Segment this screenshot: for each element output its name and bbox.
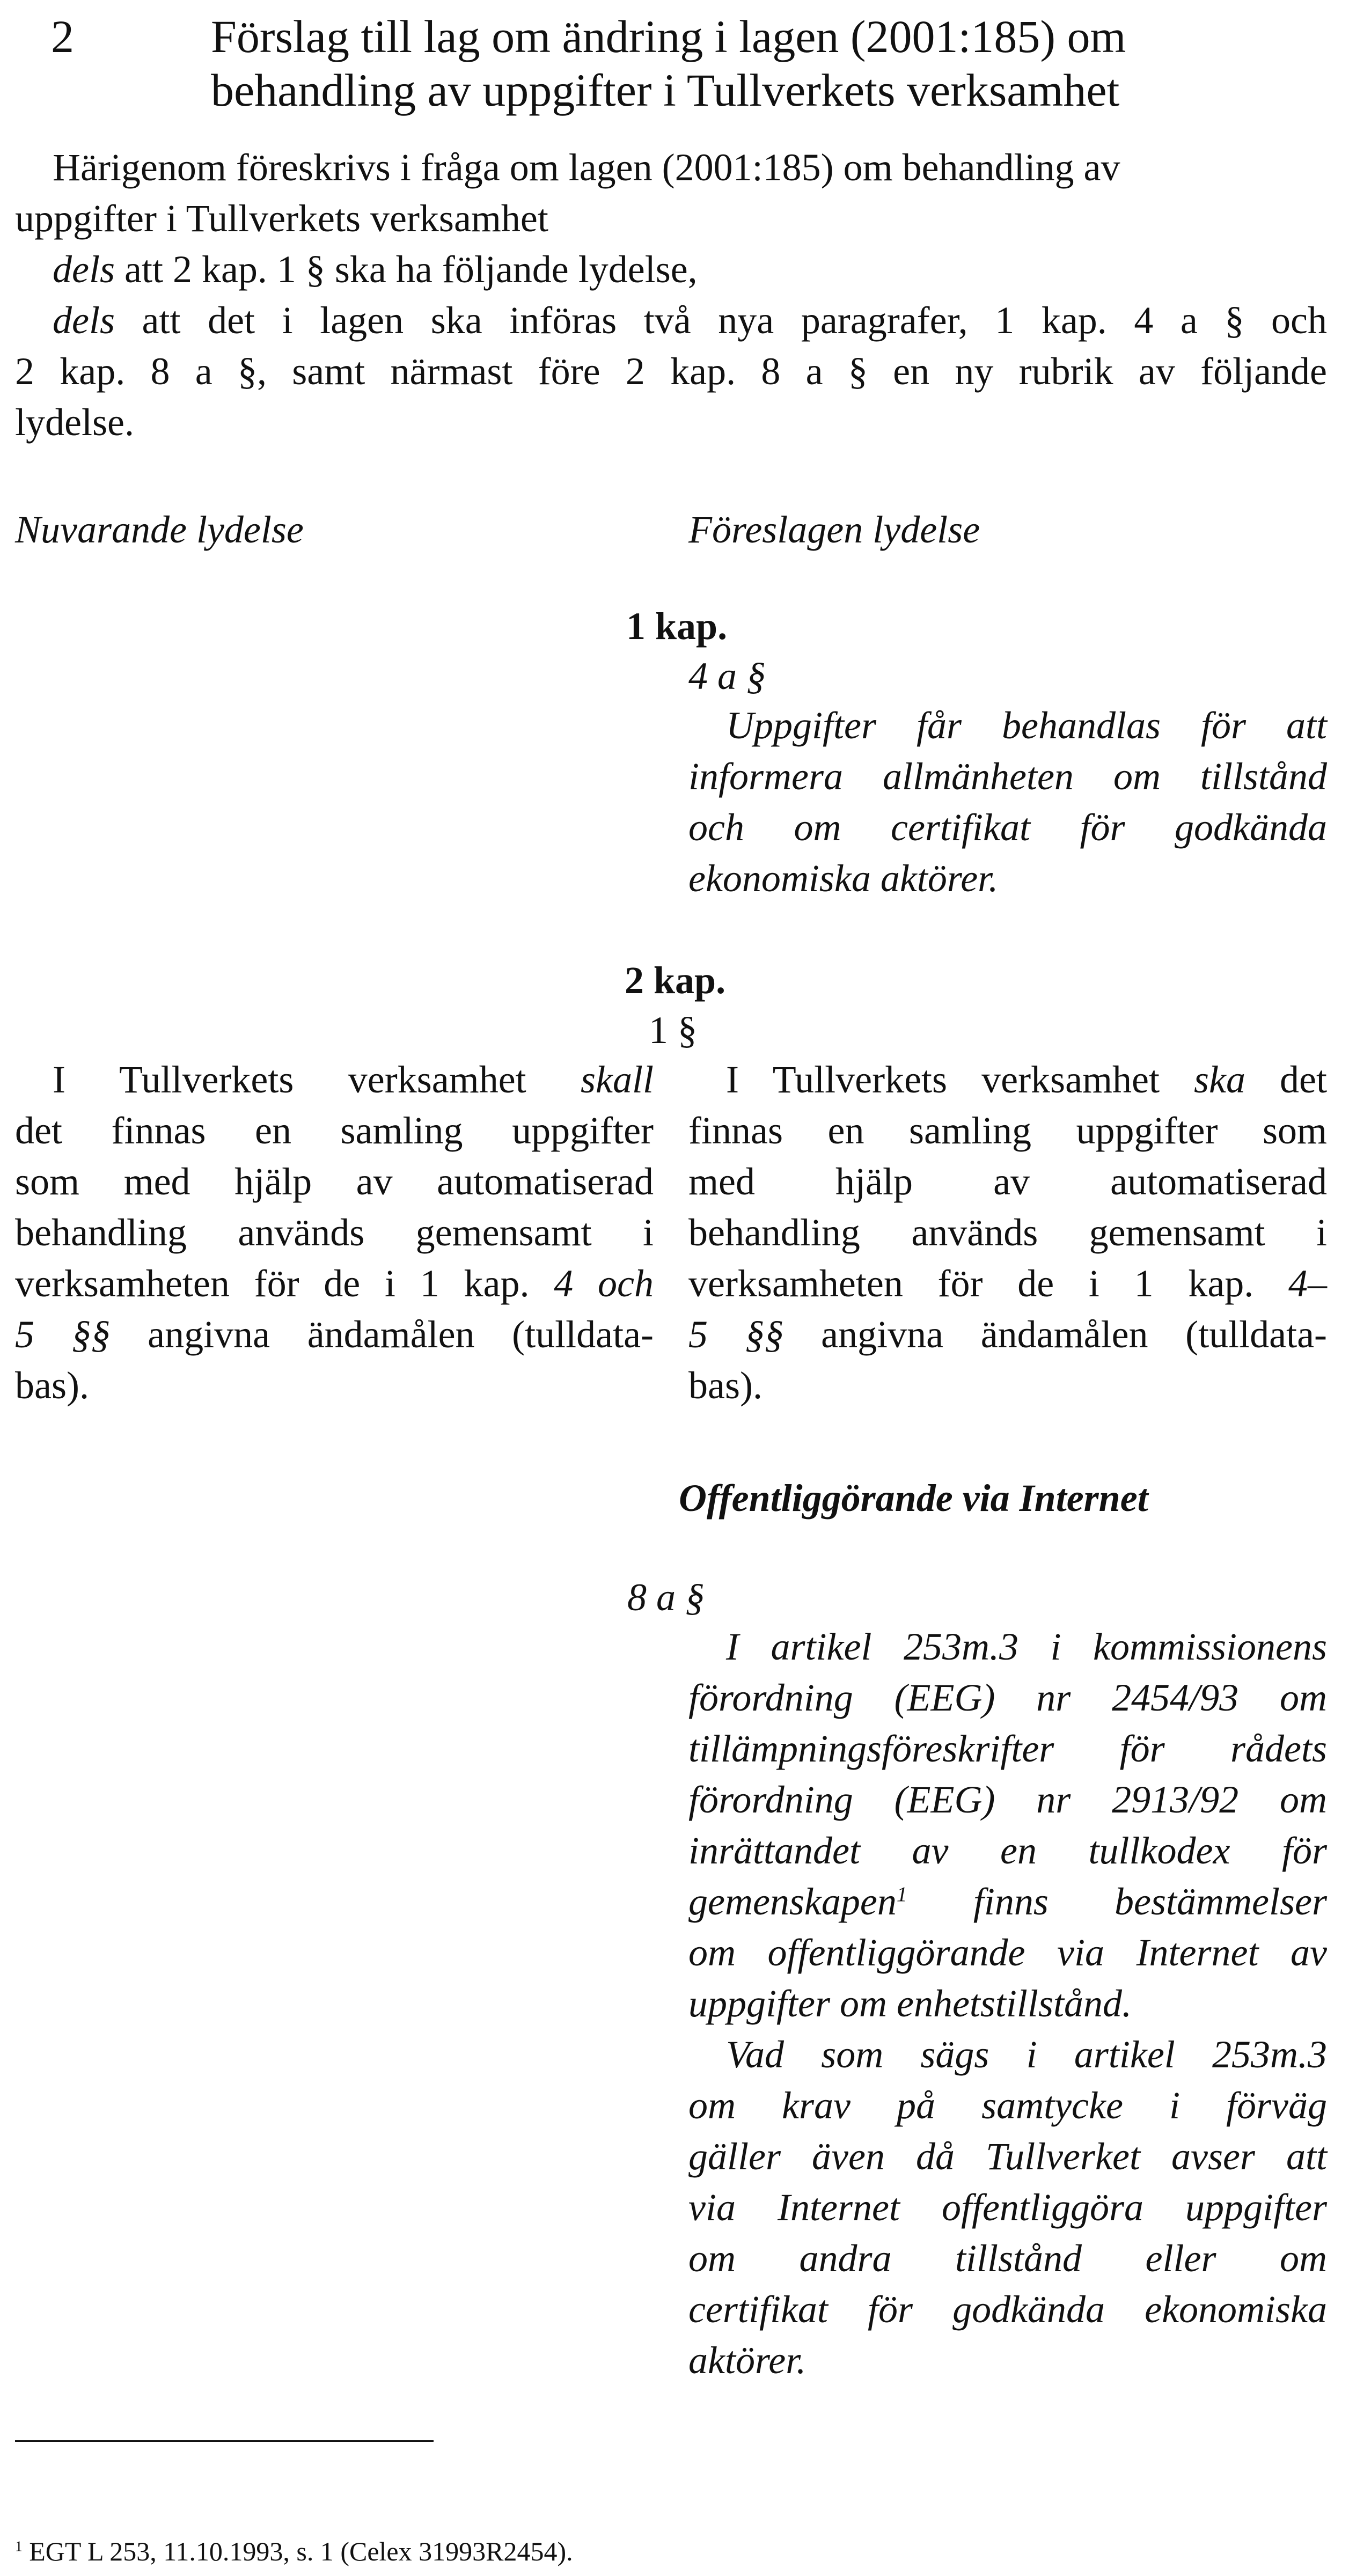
chapter-2-heading: 2 kap. bbox=[625, 959, 726, 1002]
text-line: förordning (EEG) nr 2913/92 om bbox=[688, 1778, 1327, 1821]
footnote-mark: 1 bbox=[15, 2537, 23, 2555]
new-rubric-heading: Offentliggörande via Internet bbox=[679, 1477, 1148, 1520]
paragraph-8a-label: 8 a § bbox=[627, 1576, 705, 1619]
text-line: inrättandet av en tullkodex för bbox=[688, 1829, 1327, 1872]
text-line: 5 §§ angivna ändamålen (tulldata- bbox=[15, 1313, 654, 1356]
text-line: om offentliggörande via Internet av bbox=[688, 1931, 1327, 1974]
text-line: verksamheten för de i 1 kap. 4 och bbox=[15, 1262, 654, 1305]
text-line: om andra tillstånd eller om bbox=[688, 2237, 1327, 2280]
text-line: I Tullverkets verksamhet ska det bbox=[726, 1058, 1327, 1101]
dels-word: dels bbox=[53, 299, 115, 342]
chapter-1-paragraph-text bbox=[688, 700, 1327, 904]
text-line: bas). bbox=[15, 1364, 89, 1407]
text-line: om krav på samtycke i förväg bbox=[688, 2084, 1327, 2127]
text-line: 5 §§ angivna ändamålen (tulldata- bbox=[688, 1313, 1327, 1356]
text-line: som med hjälp av automatiserad bbox=[15, 1160, 654, 1203]
text-line: och om certifikat för godkända bbox=[688, 806, 1327, 849]
text-line: uppgifter om enhetstillstånd. bbox=[688, 1982, 1132, 2025]
text-line: förordning (EEG) nr 2454/93 om bbox=[688, 1676, 1327, 1719]
text-line: I artikel 253m.3 i kommissionens bbox=[726, 1625, 1327, 1668]
footnote-separator bbox=[15, 2440, 434, 2442]
footnote-reference: 1 bbox=[896, 1882, 907, 1906]
dels-2-text: att det i lagen ska införas två nya paragrafer, 1 kap. 4 a § och bbox=[114, 299, 1327, 342]
text-line: Uppgifter får behandlas för att bbox=[726, 704, 1327, 747]
column-header-proposed: Föreslagen lydelse bbox=[688, 508, 980, 551]
dels-clause-2-line-2: 2 kap. 8 a §, samt närmast före 2 kap. 8 a § en ny rubrik av följande bbox=[15, 350, 1327, 393]
current-wording-text bbox=[15, 1054, 654, 1411]
text-line: verksamheten för de i 1 kap. 4– bbox=[688, 1262, 1327, 1305]
text-line: informera allmänheten om tillstånd bbox=[688, 755, 1327, 798]
section-number: 2 bbox=[51, 11, 74, 62]
text-line: med hjälp av automatiserad bbox=[688, 1160, 1327, 1203]
text-line: aktörer. bbox=[688, 2339, 807, 2382]
dels-clause-1 bbox=[15, 244, 1327, 295]
text-line: gäller även då Tullverket avser att bbox=[688, 2135, 1327, 2178]
text-line: certifikat för godkända ekonomiska bbox=[688, 2288, 1327, 2331]
chapter-1-heading: 1 kap. bbox=[626, 605, 728, 648]
text-line: tillämpningsföreskrifter för rådets bbox=[688, 1727, 1327, 1770]
footnote bbox=[15, 2535, 1303, 2567]
intro-line-2: uppgifter i Tullverkets verksamhet bbox=[15, 197, 548, 240]
text-line: behandling används gemensamt i bbox=[688, 1211, 1327, 1254]
text-line: gemenskapen$^1$ finns bestämmelser bbox=[688, 1880, 1327, 1923]
text-line: I Tullverkets verksamhet skall bbox=[53, 1058, 654, 1101]
text-line: finnas en samling uppgifter som bbox=[688, 1109, 1327, 1152]
proposed-wording-text bbox=[688, 1054, 1327, 1411]
dels-clause-2-line-1 bbox=[15, 295, 1327, 346]
chapter-1-paragraph-label: 4 a § bbox=[688, 655, 766, 698]
dels-word: dels bbox=[53, 248, 115, 291]
column-header-current: Nuvarande lydelse bbox=[15, 508, 304, 551]
text-line: det finnas en samling uppgifter bbox=[15, 1109, 654, 1152]
text-line: ekonomiska aktörer. bbox=[688, 857, 999, 900]
text-line: behandling används gemensamt i bbox=[15, 1211, 654, 1254]
text-line: Vad som sägs i artikel 253m.3 bbox=[726, 2033, 1327, 2076]
title-line-1: Förslag till lag om ändring i lagen (2001:185) om bbox=[211, 11, 1126, 62]
footnote-text: EGT L 253, 11.10.1993, s. 1 (Celex 31993R2454). bbox=[22, 2536, 573, 2566]
text-line: bas). bbox=[688, 1364, 763, 1407]
paragraph-8a-text bbox=[688, 1621, 1327, 2386]
dels-clause-2-line-3: lydelse. bbox=[15, 401, 134, 444]
title-line-2: behandling av uppgifter i Tullverkets verksamhet bbox=[211, 64, 1120, 116]
page-title bbox=[211, 10, 1284, 117]
text-line: via Internet offentliggöra uppgifter bbox=[688, 2186, 1327, 2229]
dels-1-text: att 2 kap. 1 § ska ha följande lydelse, bbox=[114, 248, 698, 291]
intro-paragraph bbox=[15, 142, 1327, 448]
chapter-2-paragraph-label: 1 § bbox=[649, 1009, 697, 1052]
intro-line-1: Härigenom föreskrivs i fråga om lagen (2001:185) om behandling av bbox=[53, 146, 1120, 189]
